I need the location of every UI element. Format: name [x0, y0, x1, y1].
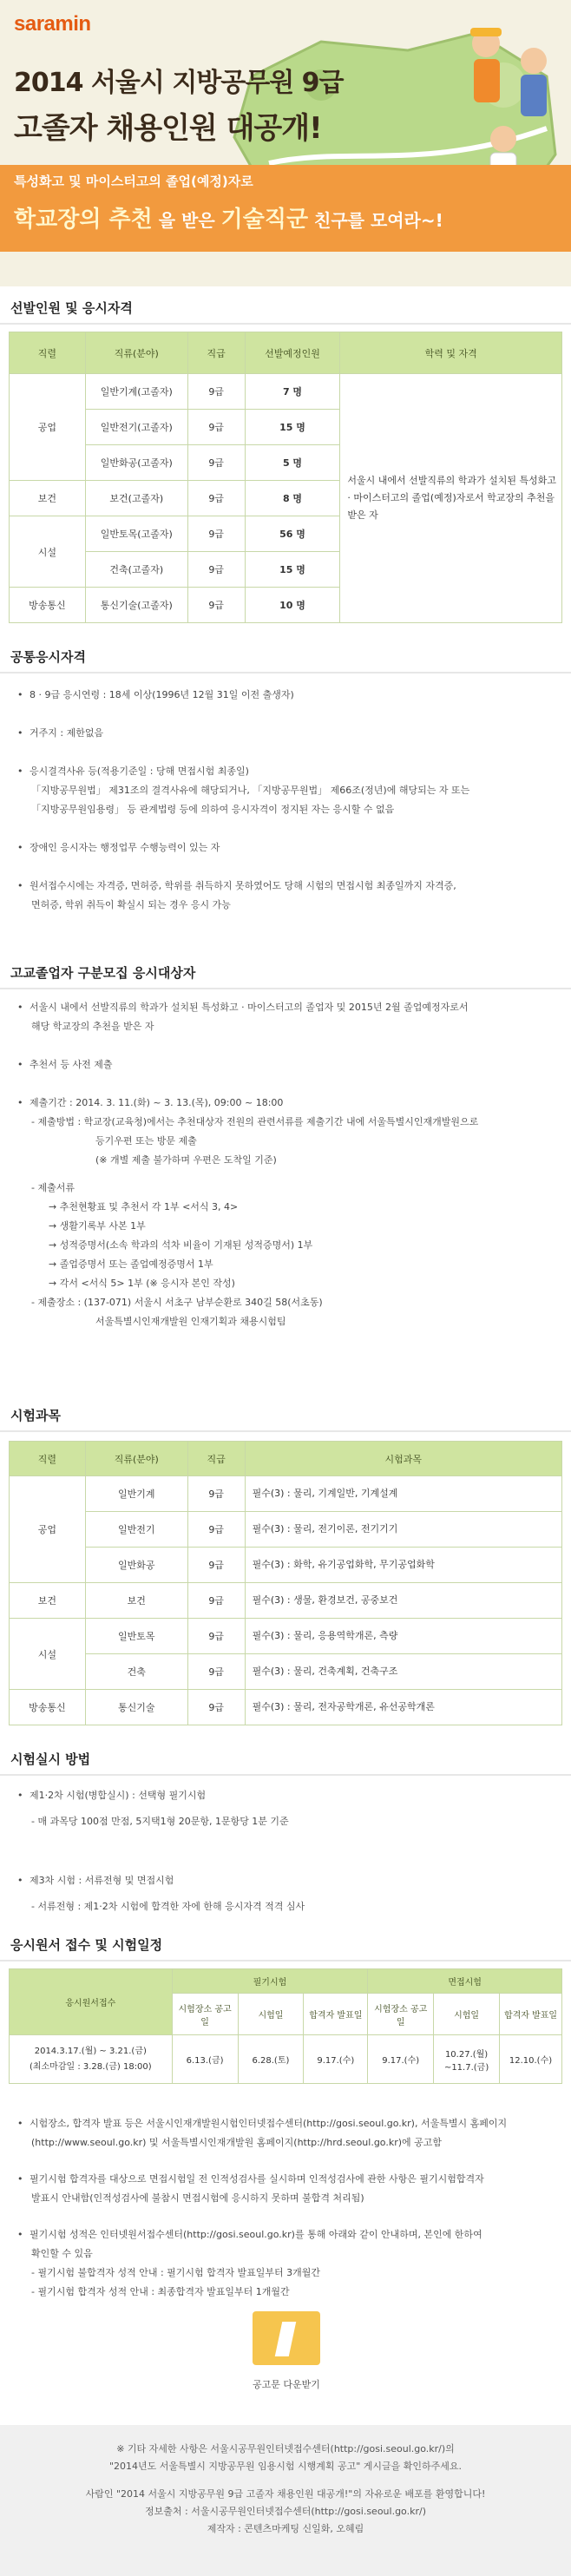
list-subitem: (※ 개별 제출 불가하며 우편은 도착일 기준) [95, 1154, 277, 1166]
table-row [10, 1548, 562, 1583]
header-cell: 직류(분야) [85, 1442, 187, 1476]
list-item: • 제3차 시험 : 서류전형 및 면접시험 [17, 1871, 555, 1890]
list-item: • 8 · 9급 응시연령 : 18세 이상(1996년 12월 31일 이전 출생자) [17, 686, 555, 705]
table-row [10, 1476, 562, 1512]
table-row [10, 2035, 562, 2084]
banner-title-line2: 고졸자 채용인원 대공개! [14, 111, 322, 146]
header-cell: 직류(분야) [85, 332, 187, 374]
table-row [10, 1583, 562, 1619]
hero-banner [0, 0, 571, 286]
list-subitem: - 매 과목당 100점 만점, 5지택1형 20문항, 1문항당 1분 기준 [31, 1816, 289, 1827]
list-subitem: 발표시 안내함(인적성검사에 불참시 면접시험에 응시하지 못하며 불합격 처리됨) [31, 2192, 364, 2204]
grade-cell: 9급 [187, 1583, 245, 1619]
banner-subtitle1: 특성화고 및 마이스터고의 졸업(예정)자로 [14, 174, 253, 189]
grade-cell: 9급 [187, 1512, 245, 1548]
section-divider [0, 323, 571, 325]
list-subitem: 「지방공무원임용령」 등 관계법령 등에 의하여 응시자격이 정지된 자는 응시할 수 없음 [31, 804, 395, 815]
list-subitem: 등기우편 또는 방문 제출 [95, 1135, 197, 1147]
subjects-cell: 필수(3) : 생물, 환경보건, 공중보건 [245, 1583, 561, 1619]
list-subitem: 면허증, 학위 취득이 확실시 되는 경우 응시 가능 [31, 899, 231, 910]
list-item: • 시험장소, 합격자 발표 등은 서울시인재개발원시험인터넷접수센터(http://gosi.seoul.go.kr), 서울특별시 홈페이지 [17, 2114, 555, 2133]
grade-cell: 9급 [187, 1619, 245, 1654]
list-item: • 필기시험 합격자를 대상으로 면접시험일 전 인적성검사를 실시하며 인적성검사에 관한 사항은 필기시험합격자 [17, 2170, 555, 2189]
list-subitem: - 제출서류 [31, 1182, 75, 1193]
grade-cell: 9급 [187, 1548, 245, 1583]
banner-title-line1: 2014 서울시 지방공무원 9급 [14, 68, 344, 98]
common-qualification-list [17, 686, 555, 915]
subtitle-tech: 기술직군 [220, 207, 309, 233]
subtitle-recommend: 학교장의 추천 [14, 207, 153, 233]
table-row [10, 1654, 562, 1690]
section-divider [0, 1774, 571, 1776]
subtitle-end: 친구를 모여라~! [308, 210, 443, 231]
section-title-eligible: 고교졸업자 구분모집 응시대상자 [10, 965, 196, 981]
list-subitem: → 성적증명서(소속 학과의 석차 비율이 기재된 성적증명서) 1부 [49, 1239, 313, 1251]
list-subitem: 확인할 수 있음 [31, 2248, 93, 2259]
grade-cell: 9급 [187, 1476, 245, 1512]
footer [0, 2425, 571, 2576]
group-cell: 보건 [10, 1583, 86, 1619]
count-cell: 10 명 [245, 588, 340, 623]
list-subitem: → 생활기록부 사본 1부 [49, 1220, 146, 1232]
field-cell: 일반토목(고졸자) [85, 516, 187, 552]
schedule-cell: 12.10.(수) [500, 2035, 562, 2084]
field-cell: 일반전기(고졸자) [85, 410, 187, 445]
download-label[interactable]: 공고문 다운받기 [253, 2379, 320, 2390]
group-cell: 시설 [10, 1619, 86, 1690]
grade-cell: 9급 [187, 445, 245, 481]
grade-cell: 9급 [187, 410, 245, 445]
schedule-notes-list [17, 2114, 555, 2302]
footer-line: "2014년도 서울특별시 지방공무원 임용시험 시행계획 공고" 게시글을 확인하주세요. [108, 2461, 463, 2472]
section-title-schedule: 응시원서 접수 및 시험일정 [10, 1937, 163, 1953]
apply-period-cell [10, 2035, 173, 2084]
list-subitem: - 제출방법 : 학교장(교육청)에서는 추천대상자 전원의 관련서류를 제출기간 내에 서울특별시인재개발원으로 [31, 1116, 479, 1127]
footer-line: 사람인 "2014 서울시 지방공무원 9급 고졸자 채용인원 대공개!"의 자유로운 배포를 환영합니다! [85, 2488, 486, 2500]
apply-period: 2014.3.17.(월) ~ 3.21.(금) [34, 2046, 147, 2056]
document-download-icon[interactable] [253, 2311, 320, 2365]
footer-line: 정보출처 : 서울시공무원인터넷접수센터(http://gosi.seoul.go.kr/) [145, 2506, 426, 2517]
section-title-subjects: 시험과목 [10, 1408, 61, 1423]
grade-cell: 9급 [187, 588, 245, 623]
field-cell: 일반기계(고졸자) [85, 374, 187, 410]
table-row [10, 1619, 562, 1654]
header-cell: 시험장소 공고일 [368, 1994, 434, 2035]
field-cell: 건축 [85, 1654, 187, 1690]
list-subitem: - 서류전형 : 제1·2차 시험에 합격한 자에 한해 응시자격 적격 심사 [31, 1901, 305, 1912]
group-cell: 방송통신 [10, 588, 86, 623]
table-row [10, 374, 562, 410]
header-cell: 시험과목 [245, 1442, 561, 1476]
header-cell: 면접시험 [368, 1969, 562, 1994]
method-list [17, 1786, 555, 1916]
download-notice-button[interactable] [240, 2311, 333, 2391]
header-cell: 직렬 [10, 1442, 86, 1476]
count-cell: 8 명 [245, 481, 340, 516]
field-cell: 일반토목 [85, 1619, 187, 1654]
header-cell: 필기시험 [172, 1969, 368, 1994]
section-title-common-qualification: 공통응시자격 [10, 649, 86, 665]
section-divider [0, 672, 571, 674]
group-cell: 방송통신 [10, 1690, 86, 1725]
qualification-cell: 서울시 내에서 선발직류의 학과가 설치된 특성화고 · 마이스터고의 졸업(예정)자로서 학교장의 추천을 받은 자 [340, 374, 562, 623]
section-divider [0, 988, 571, 989]
table-row [10, 1690, 562, 1725]
subjects-table [9, 1441, 562, 1725]
header-cell: 합격자 발표일 [500, 1994, 562, 2035]
list-subitem: - 제출장소 : (137-071) 서울시 서초구 남부순환로 340길 58(서초동) [31, 1297, 323, 1308]
list-subitem: 「지방공무원법」 제31조의 결격사유에 해당되거나, 「지방공무원법」 제66조(정년)에 해당되는 자 또는 [31, 785, 470, 796]
header-cell: 직급 [187, 1442, 245, 1476]
group-cell: 시설 [10, 516, 86, 588]
subtitle-connector: 을 받은 [152, 210, 221, 231]
schedule-cell: 6.13.(금) [172, 2035, 238, 2084]
grade-cell: 9급 [187, 516, 245, 552]
list-subitem: → 졸업증명서 또는 졸업예정증명서 1부 [49, 1258, 213, 1270]
schedule-cell: 9.17.(수) [368, 2035, 434, 2084]
subjects-cell: 필수(3) : 물리, 전자공학개론, 유선공학개론 [245, 1690, 561, 1725]
field-cell: 일반화공(고졸자) [85, 445, 187, 481]
list-subitem: → 추천현황표 및 추천서 각 1부 <서식 3, 4> [49, 1201, 239, 1212]
group-cell: 공업 [10, 374, 86, 481]
list-item: • 서울시 내에서 선발직류의 학과가 설치된 특성화고 · 마이스터고의 졸업자 및 2015년 2월 졸업예정자로서 [17, 998, 555, 1017]
field-cell: 일반기계 [85, 1476, 187, 1512]
apply-deadline: (최소마감일 : 3.28.(금) 18:00) [29, 2061, 152, 2072]
count-cell: 56 명 [245, 516, 340, 552]
subjects-cell: 필수(3) : 물리, 전기이론, 전기기기 [245, 1512, 561, 1548]
field-cell: 통신기술 [85, 1690, 187, 1725]
grade-cell: 9급 [187, 481, 245, 516]
footer-line: 제작자 : 콘텐츠마케팅 신일화, 오혜림 [207, 2523, 364, 2534]
field-cell: 보건 [85, 1583, 187, 1619]
list-subitem: → 각서 <서식 5> 1부 (※ 응시자 본인 작성) [49, 1278, 235, 1289]
list-item: • 장애인 응시자는 행정업무 수행능력이 있는 자 [17, 838, 555, 858]
schedule-cell: 9.17.(수) [304, 2035, 368, 2084]
header-cell: 직급 [187, 332, 245, 374]
section-title-method: 시험실시 방법 [10, 1751, 91, 1767]
grade-cell: 9급 [187, 1654, 245, 1690]
list-item: • 추천서 등 사전 제출 [17, 1055, 555, 1074]
table-header-row [10, 332, 562, 374]
field-cell: 일반화공 [85, 1548, 187, 1583]
grade-cell: 9급 [187, 1690, 245, 1725]
grade-cell: 9급 [187, 552, 245, 588]
list-subitem: 해당 학교장의 추천을 받은 자 [31, 1021, 154, 1032]
field-cell: 건축(고졸자) [85, 552, 187, 588]
list-subitem: - 필기시험 불합격자 성적 안내 : 필기시험 합격자 발표일부터 3개월간 [31, 2267, 321, 2278]
list-subitem: (http://www.seoul.go.kr) 및 서울특별시인재개발원 홈페이지(http://hrd.seoul.go.kr)에 공고함 [31, 2137, 443, 2148]
schedule-cell: 6.28.(토) [238, 2035, 304, 2084]
banner-subtitle2 [14, 201, 443, 233]
header-cell: 응시원서접수 [10, 1969, 173, 2035]
count-cell: 7 명 [245, 374, 340, 410]
section-divider [0, 1960, 571, 1962]
table-header-row [10, 1442, 562, 1476]
table-header-row [10, 1969, 562, 1994]
header-cell: 시험일 [434, 1994, 500, 2035]
group-cell: 공업 [10, 1476, 86, 1583]
saramin-logo: saramin [14, 12, 91, 36]
subjects-cell: 필수(3) : 물리, 건축계획, 건축구조 [245, 1654, 561, 1690]
header-cell: 시험장소 공고일 [172, 1994, 238, 2035]
header-cell: 학력 및 자격 [340, 332, 562, 374]
header-cell: 직렬 [10, 332, 86, 374]
eligible-list [17, 998, 555, 1331]
field-cell: 보건(고졸자) [85, 481, 187, 516]
group-cell: 보건 [10, 481, 86, 516]
list-subitem: 서울특별시인재개발원 인재기획과 채용시험팀 [95, 1316, 286, 1327]
header-cell: 시험일 [238, 1994, 304, 2035]
list-subitem: - 필기시험 합격자 성적 안내 : 최종합격자 발표일부터 1개월간 [31, 2286, 290, 2297]
list-item: • 원서접수시에는 자격증, 면허증, 학위를 취득하지 못하였어도 당해 시험의 면접시험 최종일까지 자격증, [17, 877, 555, 896]
table-row [10, 1512, 562, 1548]
field-cell: 통신기술(고졸자) [85, 588, 187, 623]
header-cell: 합격자 발표일 [304, 1994, 368, 2035]
list-item: • 거주지 : 제한없음 [17, 724, 555, 743]
list-item: • 응시결격사유 등(적용기준일 : 당해 면접시험 최종일) [17, 762, 555, 781]
subjects-cell: 필수(3) : 물리, 응용역학개론, 측량 [245, 1619, 561, 1654]
footer-line: ※ 기타 자세한 사항은 서울시공무원인터넷접수센터(http://gosi.seoul.go.kr/)의 [116, 2443, 455, 2454]
schedule-table [9, 1968, 562, 2084]
recruitment-table [9, 332, 562, 623]
grade-cell: 9급 [187, 374, 245, 410]
count-cell: 5 명 [245, 445, 340, 481]
subjects-cell: 필수(3) : 물리, 기계일반, 기계설계 [245, 1476, 561, 1512]
header-cell: 선발예정인원 [245, 332, 340, 374]
list-item: • 제1·2차 시험(병합실시) : 선택형 필기시험 [17, 1786, 555, 1805]
list-item: • 제출기간 : 2014. 3. 11.(화) ~ 3. 13.(목), 09:00 ~ 18:00 [17, 1094, 555, 1113]
section-divider [0, 1430, 571, 1432]
section-title-recruitment: 선발인원 및 응시자격 [10, 300, 133, 316]
schedule-cell: 10.27.(월) ~11.7.(금) [434, 2035, 500, 2084]
count-cell: 15 명 [245, 410, 340, 445]
count-cell: 15 명 [245, 552, 340, 588]
subjects-cell: 필수(3) : 화학, 유기공업화학, 무기공업화학 [245, 1548, 561, 1583]
list-item: • 필기시험 성적은 인터넷원서접수센터(http://gosi.seoul.go.kr)를 통해 아래와 같이 안내하며, 본인에 한하여 [17, 2225, 555, 2244]
field-cell: 일반전기 [85, 1512, 187, 1548]
